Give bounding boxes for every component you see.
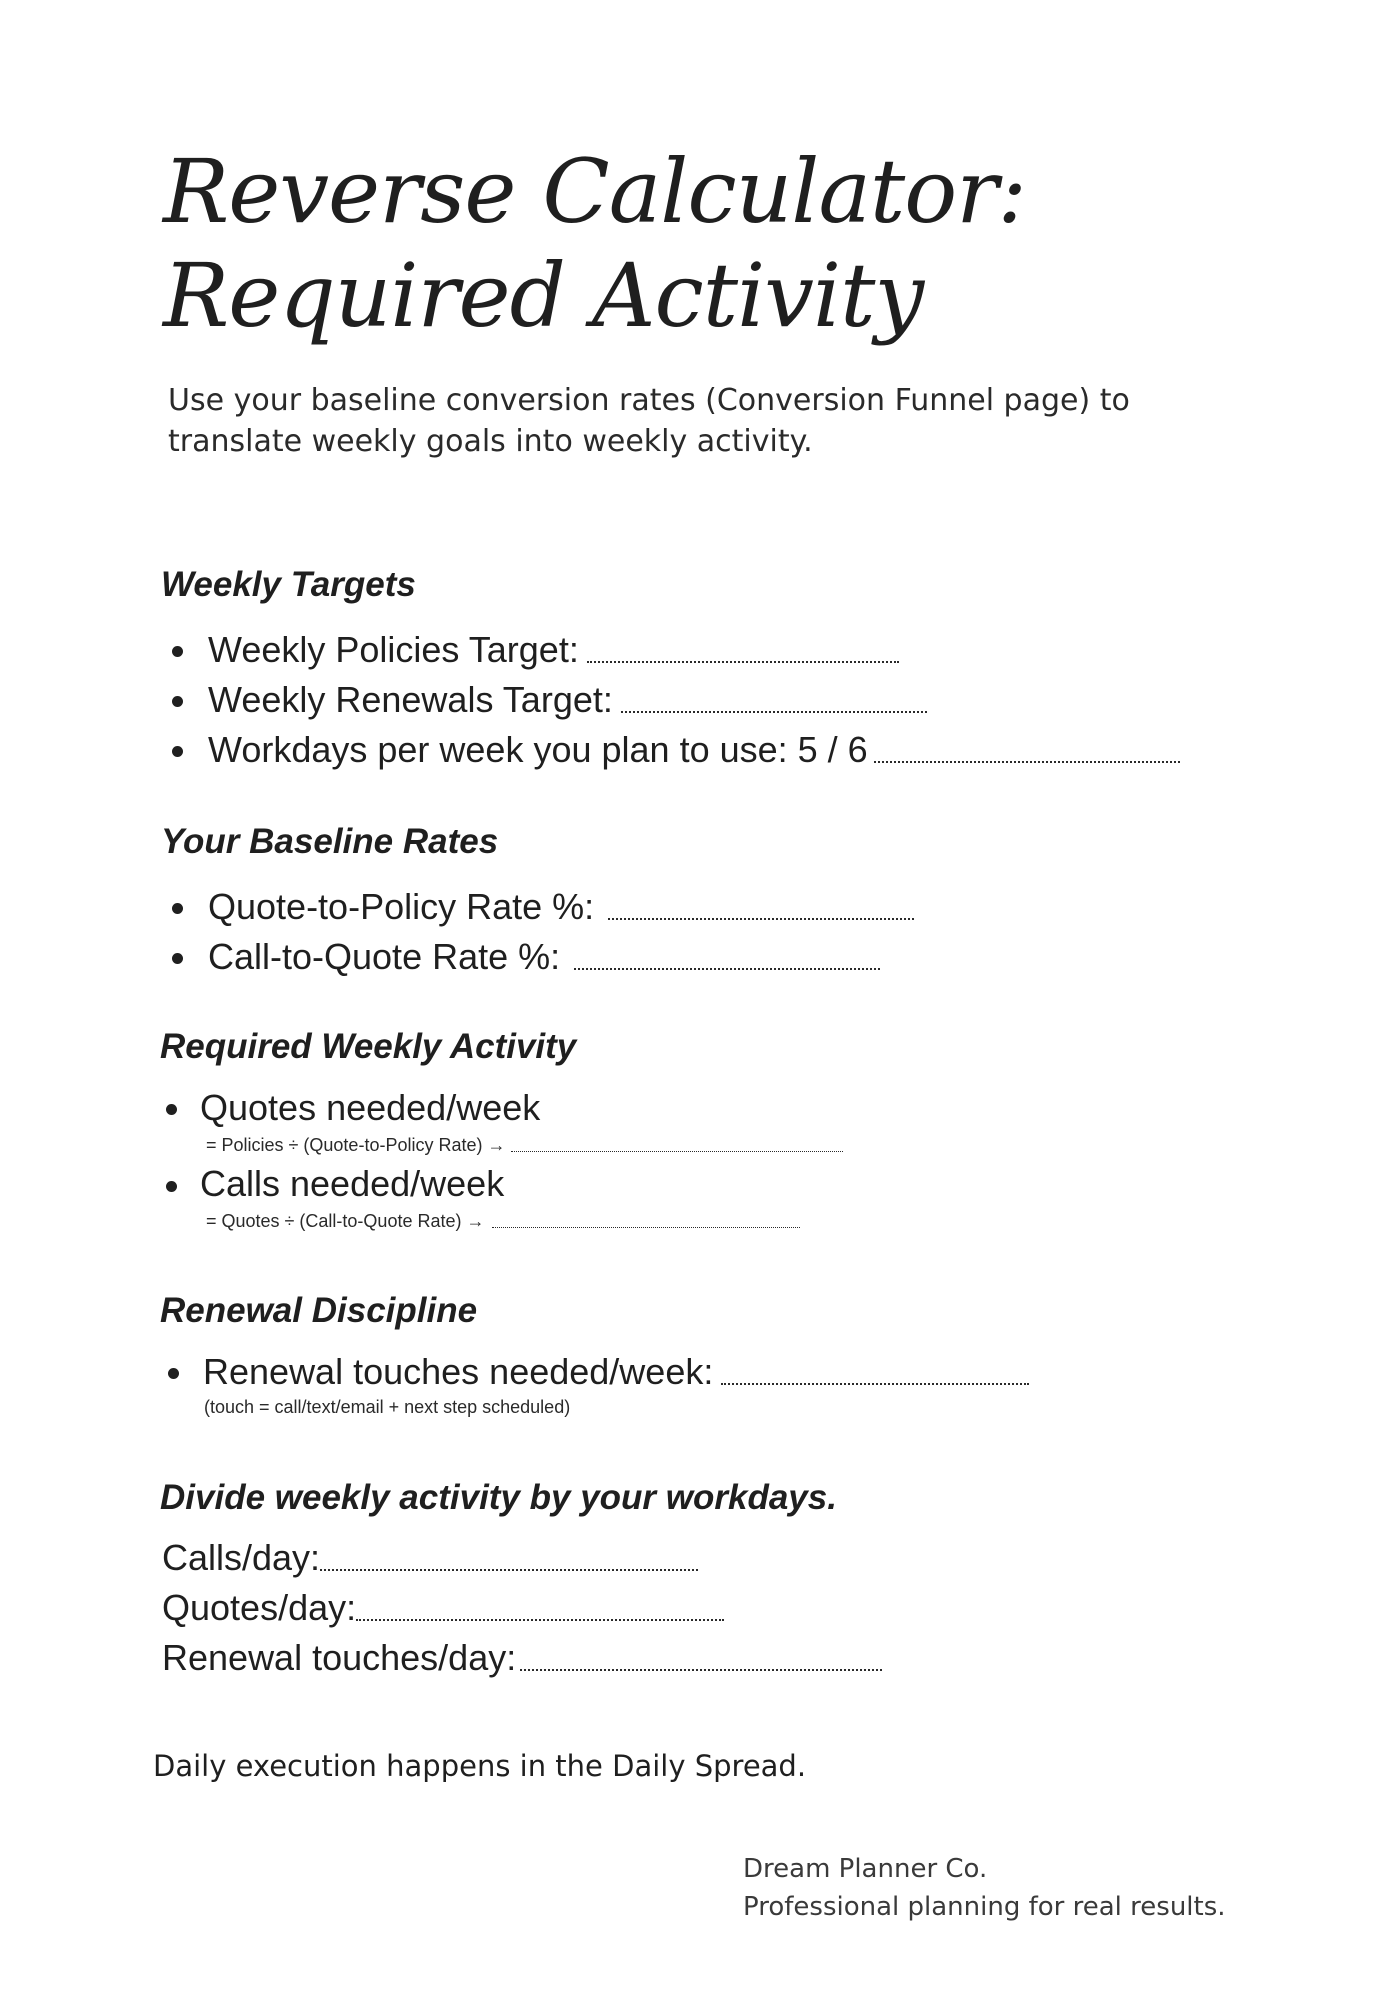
fill-in-line[interactable]	[608, 918, 914, 920]
fill-in-line[interactable]	[520, 1669, 882, 1671]
field-label: Renewal touches needed/week:	[203, 1351, 714, 1392]
page-title-line-1: Reverse Calculator:	[163, 140, 1026, 243]
field-label: Workdays per week you plan to use: 5 / 6	[208, 729, 868, 770]
footer-company: Dream Planner Co.	[743, 1854, 988, 1884]
bullet-icon	[172, 953, 183, 964]
fill-in-line[interactable]	[587, 661, 899, 663]
fill-in-line[interactable]	[874, 761, 1180, 763]
bullet-icon	[172, 646, 183, 657]
formula-text: = Policies ÷ (Quote-to-Policy Rate) →	[206, 1135, 506, 1155]
intro-line-1: Use your baseline conversion rates (Conversion Funnel page) to	[168, 383, 1130, 418]
section-heading-weekly-targets: Weekly Targets	[161, 565, 416, 604]
footer-tagline: Professional planning for real results.	[743, 1892, 1226, 1922]
field-label: Quote-to-Policy Rate %:	[208, 886, 595, 927]
page-title	[163, 140, 1263, 348]
section-heading-required-weekly-activity: Required Weekly Activity	[160, 1027, 577, 1066]
section-heading-divide-by-workdays: Divide weekly activity by your workdays.	[160, 1478, 837, 1517]
intro-text	[168, 380, 1168, 462]
field-workdays-per-week	[208, 728, 1180, 772]
field-calls-per-day	[162, 1536, 698, 1580]
section-heading-baseline-rates: Your Baseline Rates	[161, 822, 499, 861]
bullet-icon	[172, 746, 183, 757]
fill-in-line[interactable]	[356, 1619, 724, 1621]
fill-in-line[interactable]	[492, 1227, 800, 1228]
field-weekly-renewals-target	[208, 678, 927, 722]
item-quotes-needed-week	[200, 1086, 540, 1130]
field-call-to-quote-rate	[208, 935, 880, 979]
closing-note: Daily execution happens in the Daily Spread.	[153, 1749, 807, 1783]
renewal-touch-note	[204, 1396, 570, 1418]
bullet-icon	[168, 1368, 179, 1379]
fill-in-line[interactable]	[320, 1569, 698, 1571]
bullet-icon	[172, 696, 183, 707]
field-label: Calls/day:	[162, 1537, 321, 1578]
section-heading-renewal-discipline: Renewal Discipline	[160, 1291, 478, 1330]
intro-line-2: translate weekly goals into weekly activity.	[168, 424, 813, 459]
fill-in-line[interactable]	[574, 968, 880, 970]
page-title-line-2: Required Activity	[163, 244, 924, 347]
field-label: Weekly Renewals Target:	[208, 679, 613, 720]
item-label: Calls needed/week	[200, 1163, 505, 1204]
footer	[743, 1850, 1226, 1926]
field-label: Renewal touches/day:	[162, 1637, 517, 1678]
bullet-icon	[166, 1181, 177, 1192]
field-weekly-policies-target	[208, 628, 899, 672]
field-label: Quotes/day:	[162, 1587, 357, 1628]
field-label: Call-to-Quote Rate %:	[208, 936, 561, 977]
item-calls-needed-week	[200, 1162, 504, 1206]
bullet-icon	[166, 1104, 177, 1115]
field-quote-to-policy-rate	[208, 885, 914, 929]
field-label: Weekly Policies Target:	[208, 629, 579, 670]
field-renewal-touches-week	[203, 1350, 1029, 1394]
fill-in-line[interactable]	[511, 1151, 843, 1152]
fill-in-line[interactable]	[621, 711, 927, 713]
formula-calls-needed	[206, 1210, 800, 1232]
fill-in-line[interactable]	[721, 1383, 1029, 1385]
field-quotes-per-day	[162, 1586, 724, 1630]
formula-text: = Quotes ÷ (Call-to-Quote Rate) →	[206, 1211, 485, 1231]
item-label: Quotes needed/week	[200, 1087, 541, 1128]
note-text: (touch = call/text/email + next step scheduled)	[204, 1397, 571, 1417]
formula-quotes-needed	[206, 1134, 843, 1156]
field-renewal-touches-per-day	[162, 1636, 882, 1680]
bullet-icon	[172, 903, 183, 914]
